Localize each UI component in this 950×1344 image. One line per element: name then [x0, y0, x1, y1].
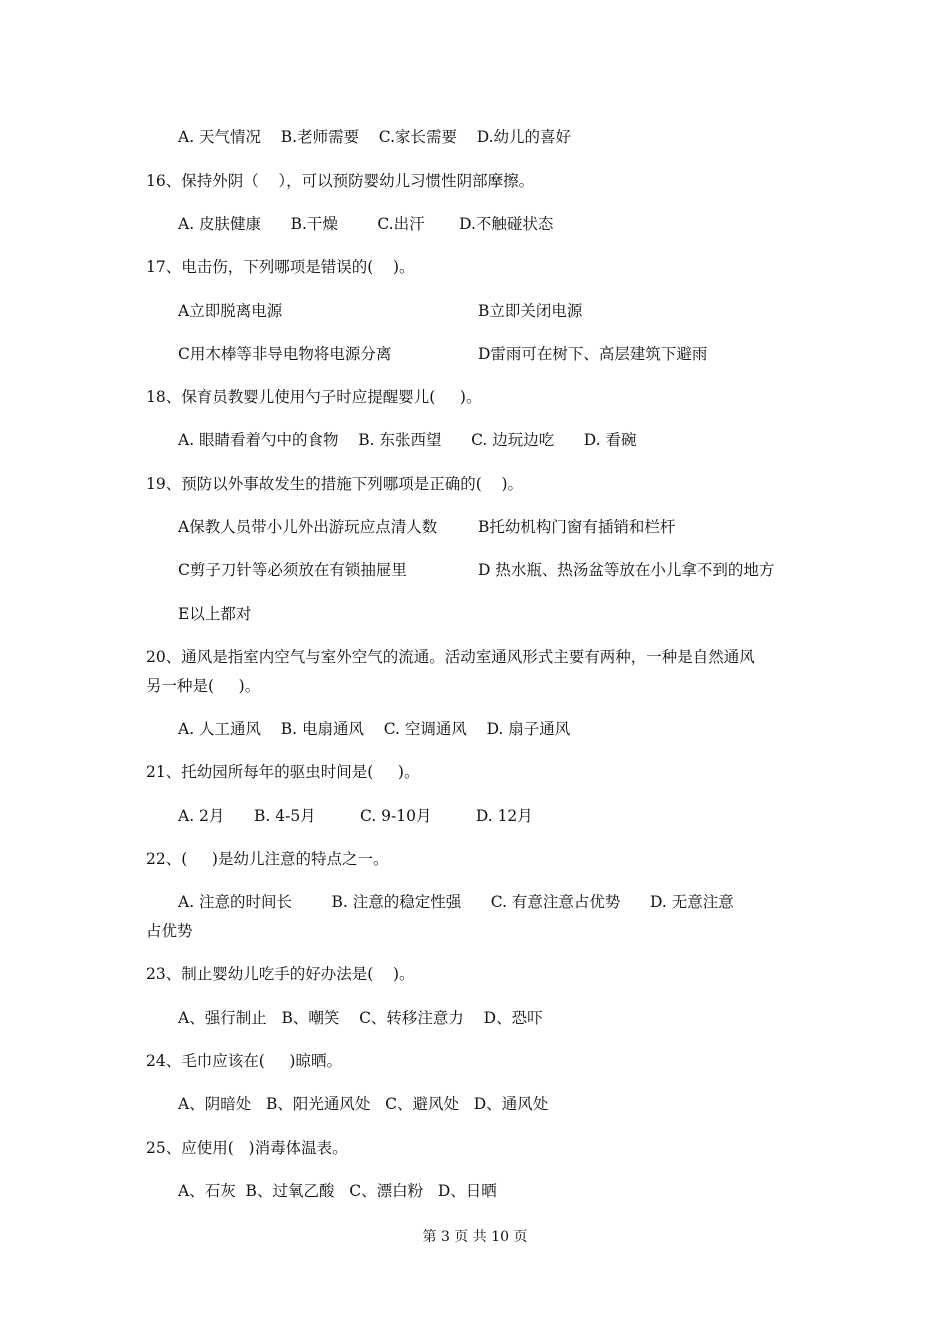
- q23-options: A、强行制止 B、嘲笑 C、转移注意力 D、恐吓: [178, 1009, 543, 1027]
- q20-stem-line1: 20、通风是指室内空气与室外空气的流通。活动室通风形式主要有两种，一种是自然通风: [146, 648, 755, 666]
- q22-options-line2: 占优势: [146, 922, 193, 940]
- q21-stem: 21、托幼园所每年的驱虫时间是( )。: [146, 763, 420, 781]
- q21-options: A. 2月 B. 4-5月 C. 9-10月 D. 12月: [178, 807, 533, 825]
- q25-stem: 25、应使用( )消毒体温表。: [146, 1139, 348, 1157]
- q17-stem: 17、电击伤，下列哪项是错误的( )。: [146, 258, 415, 276]
- q19-option-c: C剪子刀针等必须放在有锁抽屉里: [178, 561, 407, 579]
- q23-stem: 23、制止婴幼儿吃手的好办法是( )。: [146, 965, 415, 983]
- q24-stem: 24、毛巾应该在( )晾晒。: [146, 1052, 342, 1070]
- q17-option-b: B立即关闭电源: [478, 302, 583, 320]
- q19-option-a: A保教人员带小儿外出游玩应点清人数: [178, 518, 438, 536]
- q19-option-b: B托幼机构门窗有插销和栏杆: [478, 518, 676, 536]
- q19-stem: 19、预防以外事故发生的措施下列哪项是正确的( )。: [146, 475, 524, 493]
- q19-option-e: E以上都对: [178, 605, 252, 623]
- q22-stem: 22、( )是幼儿注意的特点之一。: [146, 850, 389, 868]
- q15-options: A. 天气情况 B.老师需要 C.家长需要 D.幼儿的喜好: [178, 128, 572, 146]
- q17-option-d: D雷雨可在树下、高层建筑下避雨: [478, 345, 708, 363]
- q16-options: A. 皮肤健康 B.干燥 C.出汗 D.不触碰状态: [178, 215, 554, 233]
- q25-options: A、石灰 B、过氧乙酸 C、漂白粉 D、日晒: [178, 1182, 497, 1200]
- q17-option-c: C用木棒等非导电物将电源分离: [178, 345, 392, 363]
- q17-option-a: A立即脱离电源: [178, 302, 283, 320]
- page-number-footer: 第 3 页 共 10 页: [422, 1229, 528, 1245]
- q16-stem: 16、保持外阴（ ），可以预防婴幼儿习惯性阴部摩擦。: [146, 172, 535, 190]
- q20-stem-line2: 另一种是( )。: [146, 677, 261, 695]
- q18-options: A. 眼睛看着勺中的食物 B. 东张西望 C. 边玩边吃 D. 看碗: [178, 431, 637, 449]
- q18-stem: 18、保育员教婴儿使用勺子时应提醒婴儿( )。: [146, 388, 482, 406]
- q20-options: A. 人工通风 B. 电扇通风 C. 空调通风 D. 扇子通风: [178, 720, 571, 738]
- q24-options: A、阴暗处 B、阳光通风处 C、避风处 D、通风处: [178, 1095, 549, 1113]
- q22-options-line1: A. 注意的时间长 B. 注意的稳定性强 C. 有意注意占优势 D. 无意注意: [178, 893, 734, 911]
- q19-option-d: D 热水瓶、热汤盆等放在小儿拿不到的地方: [478, 561, 775, 579]
